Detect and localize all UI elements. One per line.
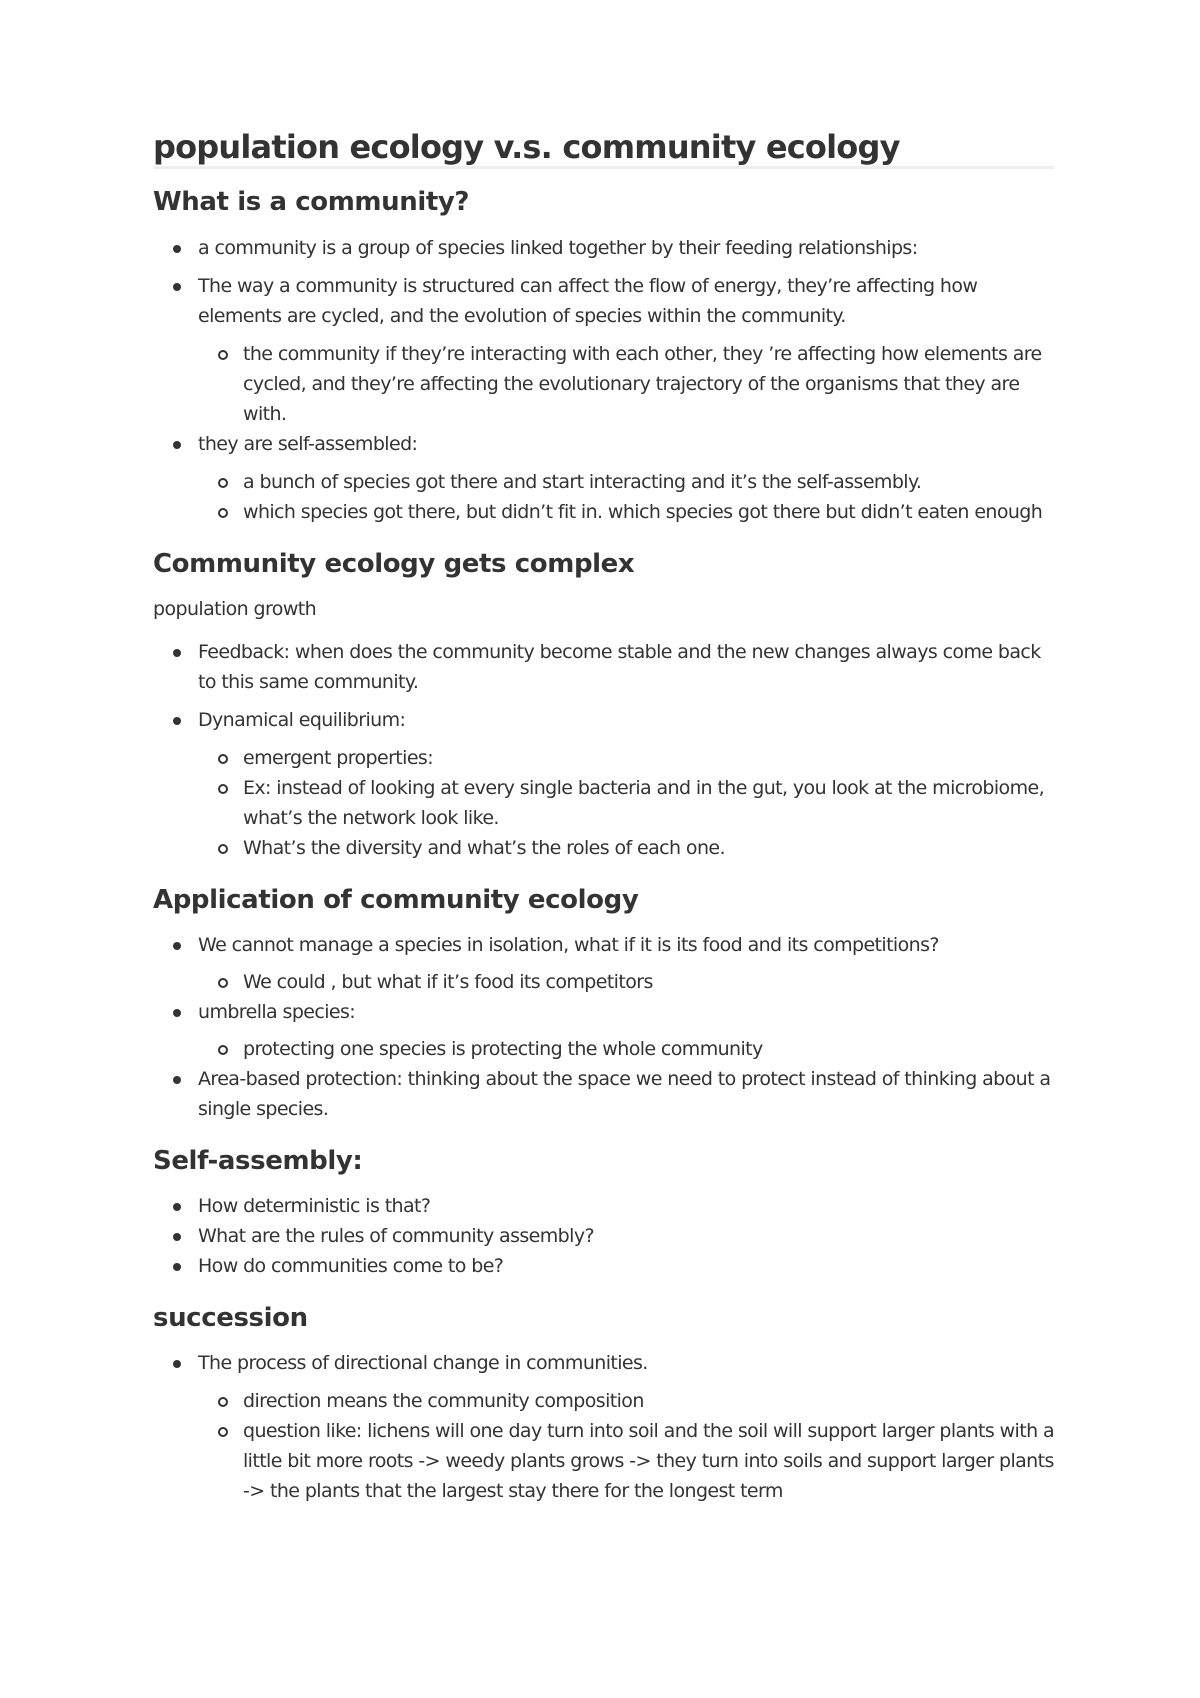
list-item: a community is a group of species linked together by their feeding relationships:	[153, 233, 1054, 263]
sub-list-item: What’s the diversity and what’s the roles of each one.	[198, 833, 1054, 863]
section-heading-what-is-a-community: What is a community?	[153, 187, 470, 218]
list-item: What are the rules of community assembly?	[153, 1221, 1054, 1251]
sub-bullet-list	[153, 467, 1054, 527]
sub-bullet-list	[153, 1034, 1054, 1064]
list-item-text: The way a community is structured can affect the flow of energy, they’re affecting how elements are cycled, and the evolution of species within the community.	[198, 274, 978, 327]
page-title: population ecology v.s. community ecology	[153, 128, 1054, 169]
sub-list-item: protecting one species is protecting the whole community	[198, 1034, 1054, 1064]
sub-list-item: the community if they’re interacting with each other, they ’re affecting how elements are cycled, and they’re affecting the evolutionary trajectory of the organisms that they are with.	[198, 339, 1054, 429]
sub-bullet-list	[153, 743, 1054, 863]
sub-bullet-list	[153, 1386, 1054, 1506]
sub-list-item: direction means the community composition	[198, 1386, 1054, 1416]
list-item: Area-based protection: thinking about the space we need to protect instead of thinking about a single species.	[153, 1064, 1054, 1124]
list-item	[153, 930, 1054, 997]
section-heading-self-assembly: Self-assembly:	[153, 1145, 363, 1176]
sub-list-item: question like: lichens will one day turn into soil and the soil will support larger plants with a little bit more roots -> weedy plants grows -> they turn into soils and support larger plants -> the plants that the largest stay there for the longest term	[198, 1416, 1054, 1506]
sub-list-item: We could , but what if it’s food its competitors	[198, 967, 1054, 997]
bullet-list	[153, 930, 1054, 1124]
bullet-list	[153, 637, 1054, 863]
list-item	[153, 705, 1054, 863]
list-item: How deterministic is that?	[153, 1191, 1054, 1221]
sub-bullet-list	[153, 339, 1054, 429]
list-item	[153, 997, 1054, 1064]
list-item-text: The process of directional change in communities.	[198, 1352, 648, 1375]
section-heading-community-ecology-gets-complex: Community ecology gets complex	[153, 548, 635, 579]
section-heading-application-of-community-ecology: Application of community ecology	[153, 884, 639, 915]
sub-list-item: Ex: instead of looking at every single bacteria and in the gut, you look at the microbiome, what’s the network look like.	[198, 773, 1054, 833]
list-item	[153, 271, 1054, 429]
list-item: Feedback: when does the community become stable and the new changes always come back to this same community.	[153, 637, 1054, 697]
list-item-text: Dynamical equilibrium:	[198, 708, 406, 731]
bullet-list	[153, 233, 1054, 527]
sub-bullet-list	[153, 967, 1054, 997]
list-item-text: We cannot manage a species in isolation, what if it is its food and its competitions?	[198, 933, 939, 956]
section-heading-succession: succession	[153, 1303, 308, 1334]
list-item	[153, 1348, 1054, 1506]
bullet-list	[153, 1348, 1054, 1506]
bullet-list	[153, 1191, 1054, 1281]
list-item: How do communities come to be?	[153, 1251, 1054, 1281]
sub-list-item: emergent properties:	[198, 743, 1054, 773]
list-item-text: they are self-assembled:	[198, 432, 418, 455]
paragraph: population growth	[153, 597, 317, 620]
list-item	[153, 429, 1054, 527]
sub-list-item: which species got there, but didn’t fit in. which species got there but didn’t eaten enough	[198, 497, 1054, 527]
sub-list-item: a bunch of species got there and start interacting and it’s the self-assembly.	[198, 467, 1054, 497]
list-item-text: umbrella species:	[198, 1000, 356, 1023]
